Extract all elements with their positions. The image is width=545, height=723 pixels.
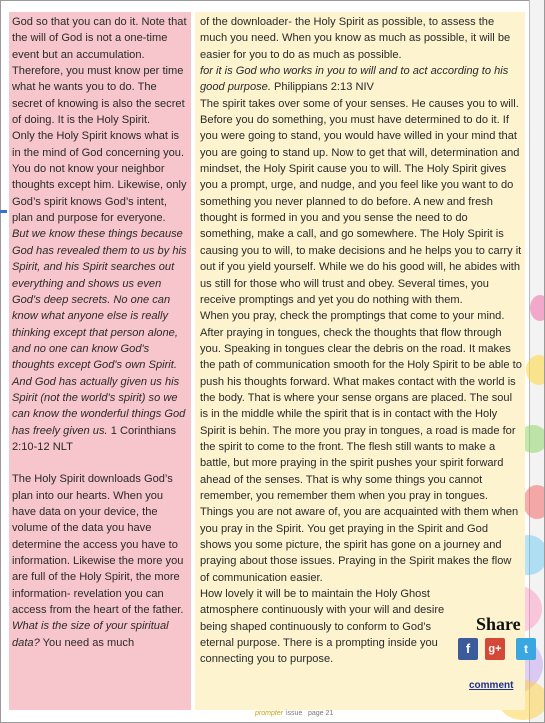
right-scripture-quote [200, 63, 522, 96]
twitter-icon[interactable]: t [516, 638, 536, 660]
left-paragraph-4-end: You need as much [42, 636, 135, 649]
right-paragraph-3: The spirit takes over some of your senses. He causes you to will. Before you do something, you must have determined to do it. If you were going to stand, you would have willed in your mind that you are going to stand up. Now to get that will, determination and mindset, the Holy Spirit cause you to will. The Holy Spirit gives you a prompt, urge, and nudge, and you feel like you want to do something you never planned to do before. A new and fresh thought is formed in you and you sense the need to do something, make a call, and go somewhere. The Holy Spirit is causing you to will, to make decisions and he helps you to carry it out if you yield yourself. While we do his good will, he abides with us still for those who will trust and obey. Several times, you receive promptings and yet you do nothing with them. [200, 97, 522, 306]
page-footer [200, 710, 500, 722]
left-paragraph-1: God so that you can do it. Note that the will of God is not a one-time event but an accumulation. Therefore, you must know per time what he wants you to do. The secret of knowing is also the secret of doing. It is the Holy Spirit. [12, 16, 187, 127]
share-title: Share [476, 614, 521, 634]
left-scripture-text: But we know these things because God has revealed them to us by his Spirit, and his Spirit searches out everything and shows us even God's deep secrets. No one can know what anyone else is really thinking except that person alone, and no one can know God's thoughts except God's own Spirit. And God has actually given us his Spirit (not the world's spirit) so we can know the wonderful things God has freely given us. [12, 228, 187, 437]
footer-brand: prompter [255, 710, 284, 717]
facebook-icon[interactable]: f [458, 638, 478, 660]
comment-link[interactable]: comment [469, 680, 514, 691]
left-column [9, 12, 191, 710]
left-paragraph-2: Only the Holy Spirit knows what is in the mind of God concerning you. You do not know your neighbor thoughts except him. Likewise, only God’s spirit knows God’s intent, plan and purpose for everyone. [12, 130, 187, 225]
right-paragraph-5: How lovely it will be to maintain the Holy Ghost atmosphere continuously with your will and desire being shaped continuously to conform to God’s eternal purpose. There is a prompting inside you connecting you to purpose. [200, 588, 445, 666]
footer-issue: issue [286, 710, 303, 717]
right-scripture-reference: Philippians 2:13 NIV [274, 81, 374, 94]
right-paragraph-1: of the downloader- the Holy Spirit as possible, to assess the much you need. When you know as much as possible, it will be easier for you to do as much as possible. [200, 16, 511, 61]
left-scripture-quote [12, 226, 188, 455]
right-scripture-text: for it is God who works in you to will and to act according to his good purpose. [200, 65, 509, 94]
left-scripture-reference: 1 Corinthians 2:10-12 NLT [12, 424, 177, 453]
footer-page-number: page 21 [308, 710, 334, 717]
left-margin-marker [0, 210, 7, 213]
left-paragraph-4 [12, 471, 188, 651]
left-paragraph-4-text: The Holy Spirit downloads God’s plan into our hearts. When you have data on your device, the volume of the data you have determine the access you have to information. Likewise the more you are full of the Holy Spirit, the more information- revelation you can access from the heart of the father. [12, 473, 184, 617]
left-paragraph-4-question: What is the size of your spiritual data? [12, 620, 169, 649]
googleplus-icon[interactable]: g+ [485, 638, 505, 660]
right-column [195, 12, 525, 710]
share-widget [452, 614, 538, 664]
paragraph-gap [12, 455, 188, 471]
right-paragraph-4: When you pray, check the promptings that come to your mind. After praying in tongues, check the thoughts that flow through you. Speaking in tongues clear the debris on the road. It makes the path of communication smooth for the Holy Spirit to be able to push his thoughts forward. What makes contact with the world is the body. That is where your sense organs are placed. The soul is in the middle while the spirit that is in contact with the Holy Spirit is behin. The more you pray in tongues, a road is made for the spirit to come to the front. The flesh still wants to make a battle, but more praying in the spirit pushes your spirit forward ahead of the senses. That is why some things you cannot remember, you remember them when you pray in tongues. Things you are not aware of, you are acquainted with them when you pray in the Spirit. You get praying in the Spirit and God shows you some picture, the spirit has gone on a journey and praying about those issues. Praying in the Spirit makes the flow of communication easier. [200, 310, 522, 584]
